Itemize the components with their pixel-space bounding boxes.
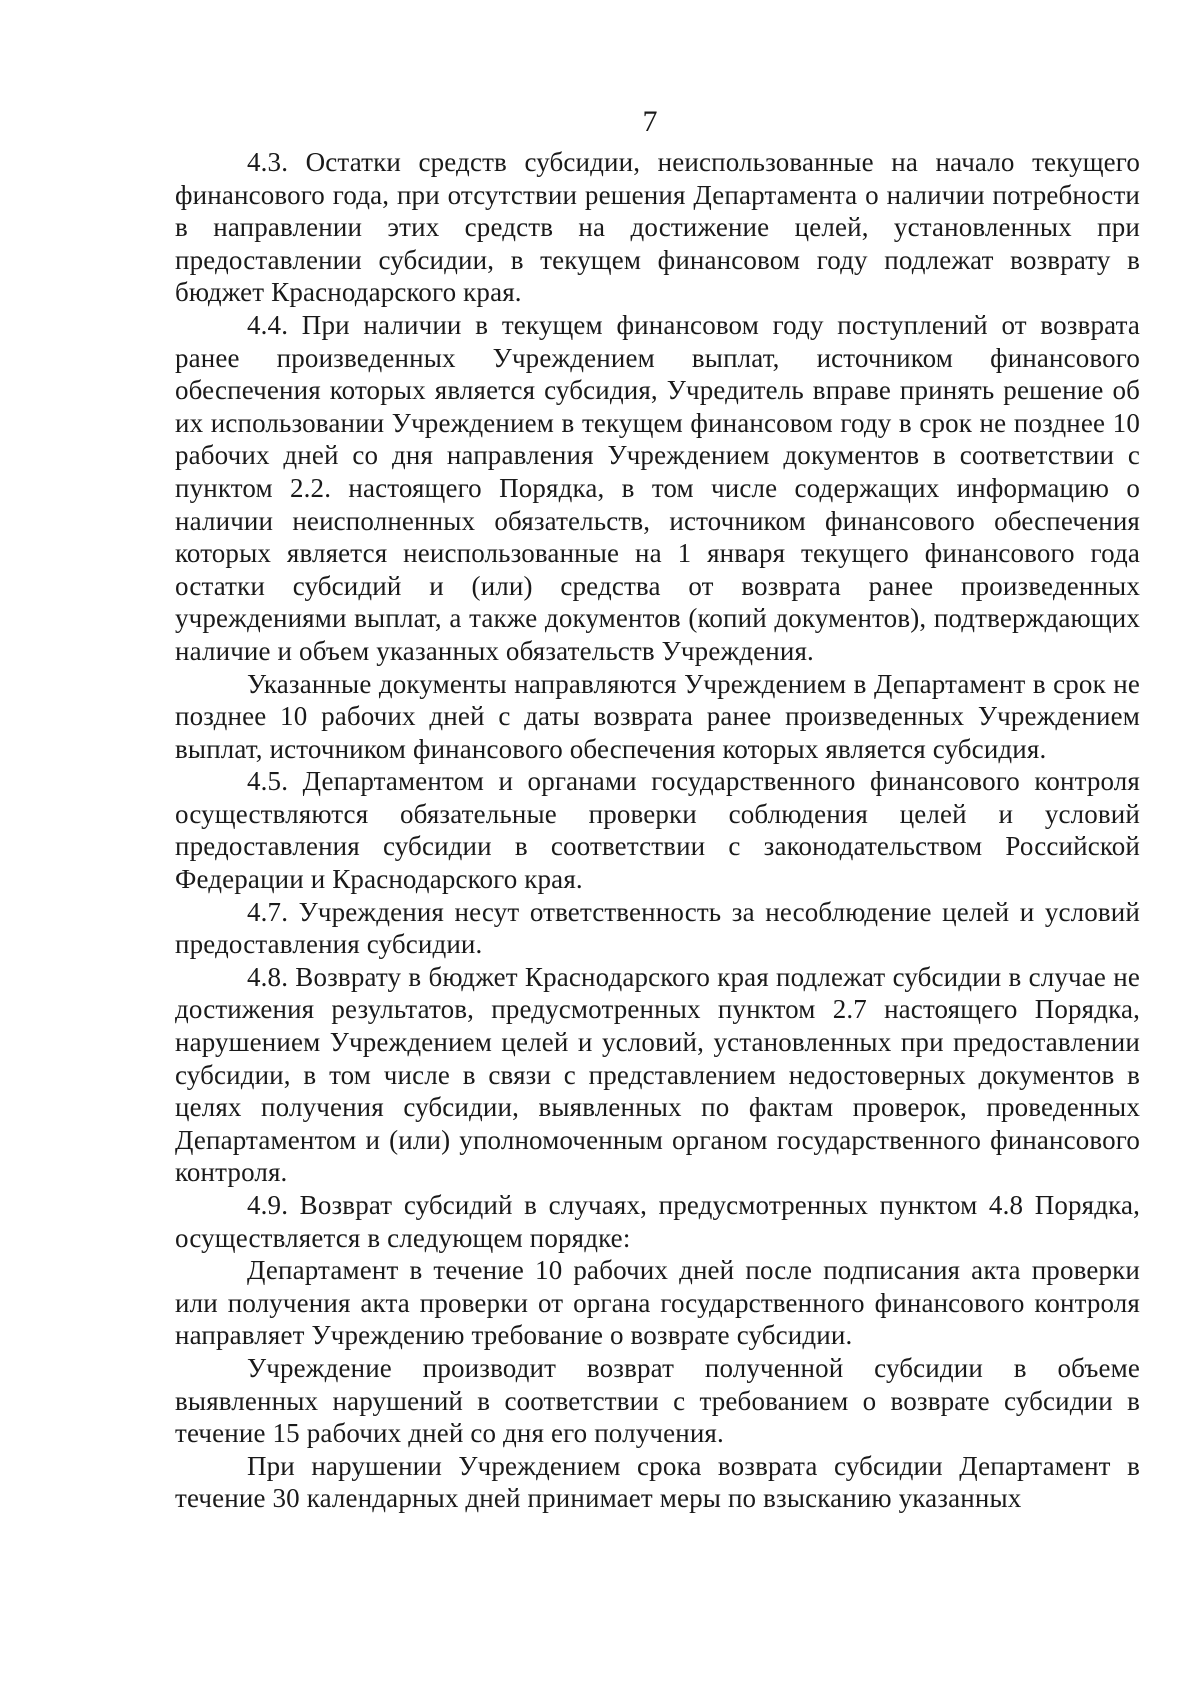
paragraph-4-5: 4.5. Департаментом и органами государственного финансового контроля осуществляются обязательные проверки соблюдения целей и условий предоставления субсидии в соответствии с законодательством Российской Федерации и Краснодарского края. (175, 766, 1140, 895)
paragraph-4-9: 4.9. Возврат субсидий в случаях, предусмотренных пунктом 4.8 Порядка, осуществляется в следующем порядке: (175, 1190, 1140, 1253)
paragraph-institution-refund: Учреждение производит возврат полученной субсидии в объеме выявленных нарушений в соответствии с требованием о возврате субсидии в течение 15 рабочих дней со дня его получения. (175, 1352, 1140, 1449)
paragraph-documents-deadline: Указанные документы направляются Учреждением в Департамент в срок не позднее 10 рабочих дней с даты возврата ранее произведенных Учреждением выплат, источником финансового обеспечения которых является субсидия. (175, 668, 1140, 764)
page-number: 7 (642, 105, 658, 138)
paragraph-4-8: 4.8. Возврату в бюджет Краснодарского края подлежат субсидии в случае не достижения результатов, предусмотренных пунктом 2.7 настоящего Порядка, нарушением Учреждением целей и условий, установленных при предоставлении субсидии, в том числе в связи с представлением недостоверных документов в целях получения субсидии, выявленных по фактам проверок, проведенных Департаментом и (или) уполномоченным органом государственного финансового контроля. (175, 961, 1140, 1188)
paragraph-4-3: 4.3. Остатки средств субсидии, неиспользованные на начало текущего финансового года, при отсутствии решения Департамента о наличии потребности в направлении этих средств на достижение целей, установленных при предоставлении субсидии, в текущем финансовом году подлежат возврату в бюджет Краснодарского края. (175, 147, 1140, 308)
paragraph-4-7: 4.7. Учреждения несут ответственность за несоблюдение целей и условий предоставления субсидии. (175, 896, 1140, 960)
document-body (175, 146, 1140, 1515)
paragraph-department-requirement: Департамент в течение 10 рабочих дней после подписания акта проверки или получения акта проверки от органа государственного финансового контроля направляет Учреждению требование о возврате субсидии. (175, 1255, 1140, 1351)
paragraph-refund-violation: При нарушении Учреждением срока возврата субсидии Департамент в течение 30 календарных дней принимает меры по взысканию указанных (175, 1450, 1140, 1514)
paragraph-4-4: 4.4. При наличии в текущем финансовом году поступлений от возврата ранее произведенных Учреждением выплат, источником финансового обеспечения которых является субсидия, Учредитель вправе принять решение об их использовании Учреждением в текущем финансовом году в срок не позднее 10 рабочих дней со дня направления Учреждением документов в соответствии с пунктом 2.2. настоящего Порядка, в том числе содержащих информацию о наличии неисполненных обязательств, источником финансового обеспечения которых является неиспользованные на 1 января текущего финансового года остатки субсидий и (или) средства от возврата ранее произведенных учреждениями выплат, а также документов (копий документов), подтверждающих наличие и объем указанных обязательств Учреждения. (175, 309, 1140, 666)
